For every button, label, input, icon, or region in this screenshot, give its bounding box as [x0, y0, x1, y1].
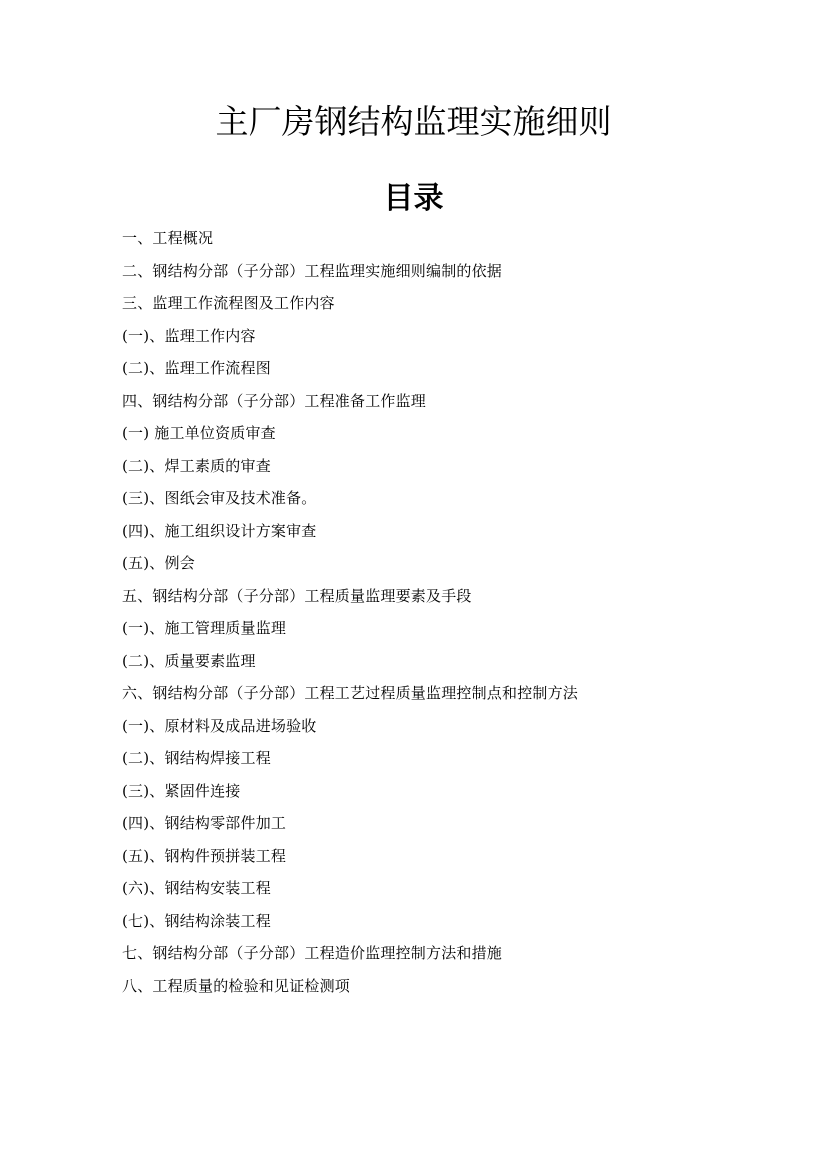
toc-item: 二、钢结构分部（子分部）工程监理实施细则编制的依据: [122, 261, 503, 280]
toc-item: 一、工程概况: [122, 229, 214, 247]
toc-item: (二)、监理工作流程图: [122, 359, 271, 377]
toc-item: 八、工程质量的检验和见证检测项: [122, 976, 351, 995]
toc-item: (四)、钢结构零部件加工: [122, 814, 287, 832]
toc-item: (三)、图纸会审及技术准备。: [122, 489, 317, 507]
document-title: 主厂房钢结构监理实施细则: [215, 102, 612, 141]
toc-item: (二)、焊工素质的审查: [122, 456, 271, 475]
toc-item: (六)、钢结构安装工程: [122, 879, 271, 897]
toc-item: (二)、质量要素监理: [122, 651, 256, 670]
toc-item: (一)、监理工作内容: [122, 326, 256, 345]
toc-item: 五、钢结构分部（子分部）工程质量监理要素及手段: [122, 586, 472, 605]
toc-item: 四、钢结构分部（子分部）工程准备工作监理: [122, 391, 427, 410]
toc-item: 七、钢结构分部（子分部）工程造价监理控制方法和措施: [122, 944, 503, 962]
toc-item: (五)、例会: [122, 554, 195, 572]
toc-item: (一) 施工单位资质审查: [122, 424, 276, 442]
toc-item: (一)、原材料及成品进场验收: [122, 716, 317, 735]
toc-item: (七)、钢结构涂装工程: [122, 911, 271, 930]
toc-item: (四)、施工组织设计方案审查: [122, 521, 317, 540]
toc-item: 三、监理工作流程图及工作内容: [122, 294, 335, 312]
toc-item: (二)、钢结构焊接工程: [122, 749, 271, 767]
toc-item: 六、钢结构分部（子分部）工程工艺过程质量监理控制点和控制方法: [122, 684, 579, 702]
toc-item: (一)、施工管理质量监理: [122, 619, 287, 637]
toc-item: (三)、紧固件连接: [122, 781, 241, 800]
toc-heading: 目录: [383, 181, 444, 216]
table-of-contents: [122, 222, 722, 1002]
toc-item: (五)、钢构件预拼装工程: [122, 846, 287, 865]
